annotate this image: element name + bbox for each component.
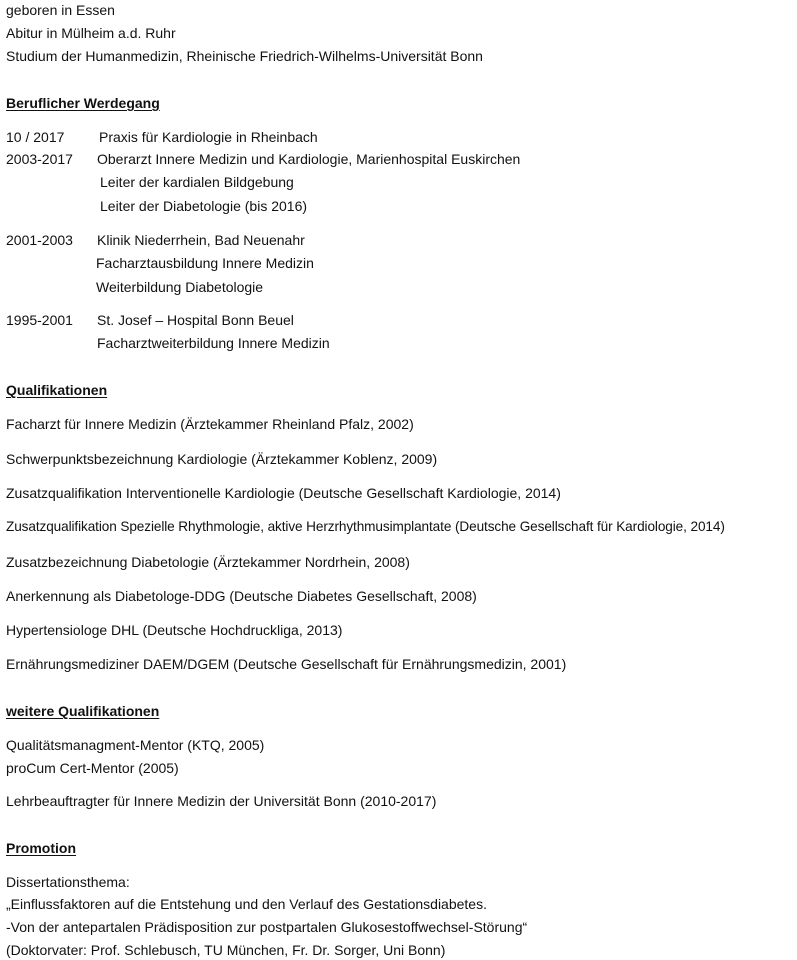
promotion-line: -Von der antepartalen Prädisposition zur postpartalen Glukosestoffwechsel-Störung“ (6, 919, 528, 935)
promotion-heading: Promotion (6, 840, 76, 856)
promotion-line: „Einflussfaktoren auf die Entstehung und den Verlauf des Gestationsdiabetes. (6, 896, 487, 912)
career-line: Leiter der Diabetologie (bis 2016) (100, 198, 308, 214)
qualification-item: Ernährungsmediziner DAEM/DGEM (Deutsche Gesellschaft für Ernährungsmedizin, 2001) (6, 656, 567, 672)
qualification-item: Zusatzqualifikation Spezielle Rhythmologie, aktive Herzrhythmusimplantate (Deutsche Gesellschaft für Kardiologie, 2014) (6, 519, 725, 534)
career-date: 1995-2001 (6, 312, 73, 328)
promotion-line: (Doktorvater: Prof. Schlebusch, TU München, Fr. Dr. Sorger, Uni Bonn) (6, 942, 446, 958)
career-date: 2003-2017 (6, 151, 73, 167)
further-qualification-item: proCum Cert-Mentor (2005) (6, 760, 179, 776)
career-line: Weiterbildung Diabetologie (96, 279, 264, 295)
further-qualification-item: Qualitätsmanagment-Mentor (KTQ, 2005) (6, 737, 265, 753)
studium-text: Studium der Humanmedizin, Rheinische Friedrich-Wilhelms-Universität Bonn (6, 48, 483, 64)
qualifications-heading: Qualifikationen (6, 382, 108, 398)
born-text: geboren in Essen (6, 2, 115, 18)
qualification-item: Schwerpunktsbezeichnung Kardiologie (Ärztekammer Koblenz, 2009) (6, 451, 438, 467)
career-line: Facharztweiterbildung Innere Medizin (97, 335, 330, 351)
career-line: Praxis für Kardiologie in Rheinbach (99, 129, 318, 145)
qualification-item: Anerkennung als Diabetologe-DDG (Deutsche Diabetes Gesellschaft, 2008) (6, 588, 477, 604)
career-line: St. Josef – Hospital Bonn Beuel (97, 312, 294, 328)
promotion-label: Dissertationsthema: (6, 874, 130, 890)
career-heading: Beruflicher Werdegang (6, 95, 160, 111)
career-date: 10 / 2017 (6, 129, 65, 145)
career-date: 2001-2003 (6, 232, 73, 248)
qualification-item: Hypertensiologe DHL (Deutsche Hochdruckliga, 2013) (6, 622, 343, 638)
career-line: Facharztausbildung Innere Medizin (96, 255, 314, 271)
qualification-item: Facharzt für Innere Medizin (Ärztekammer Rheinland Pfalz, 2002) (6, 416, 414, 432)
further-qualifications-heading: weitere Qualifikationen (6, 703, 160, 719)
abitur-text: Abitur in Mülheim a.d. Ruhr (6, 25, 176, 41)
career-line: Oberarzt Innere Medizin und Kardiologie, Marienhospital Euskirchen (97, 151, 521, 167)
career-line: Leiter der kardialen Bildgebung (100, 174, 294, 190)
qualification-item: Zusatzbezeichnung Diabetologie (Ärztekammer Nordrhein, 2008) (6, 554, 410, 570)
career-line: Klinik Niederrhein, Bad Neuenahr (97, 232, 305, 248)
further-qualification-item: Lehrbeauftragter für Innere Medizin der Universität Bonn (2010-2017) (6, 793, 437, 809)
qualification-item: Zusatzqualifikation Interventionelle Kardiologie (Deutsche Gesellschaft Kardiologie, 2014) (6, 485, 561, 501)
